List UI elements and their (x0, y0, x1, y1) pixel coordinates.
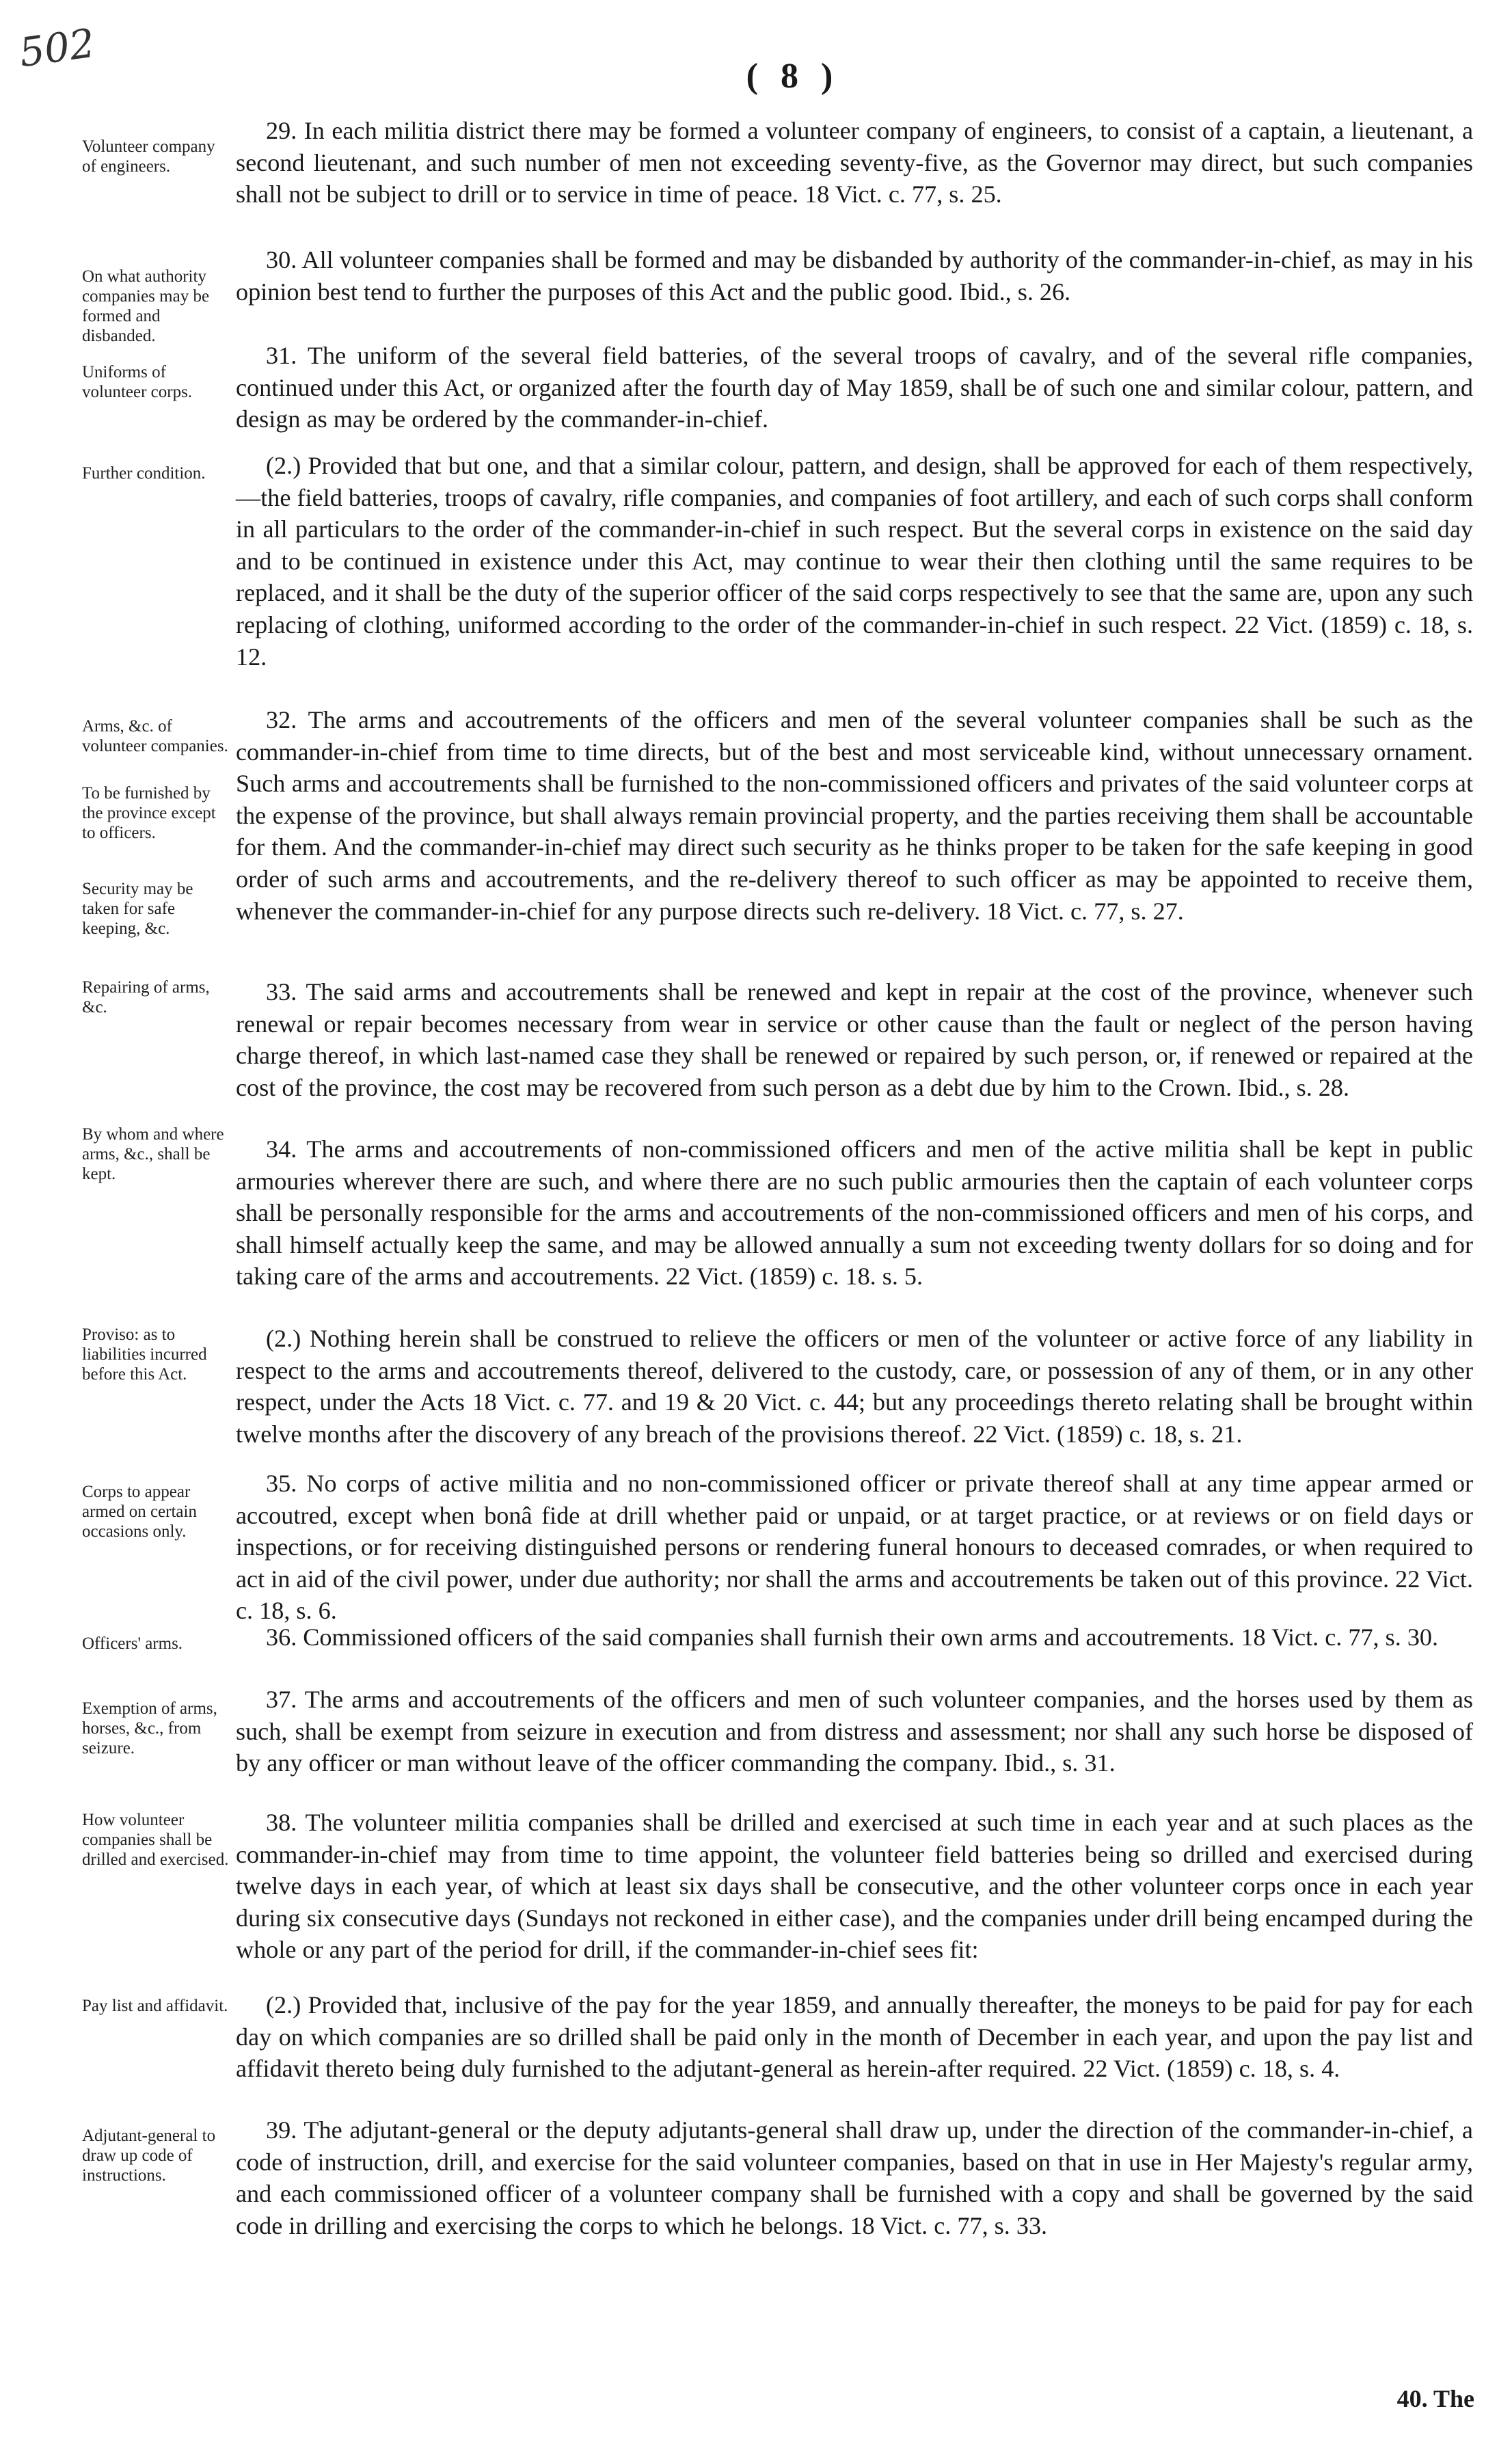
section-36: 36. Commissioned officers of the said companies shall furnish their own arms and accoutrements. 18 Vict. c. 77, s. 30. (266, 1623, 1439, 1651)
section-37: 37. The arms and accoutrements of the officers and men of such volunteer companies, and the horses used by them as such, shall be exempt from seizure in execution and from distress and assessment; nor shall any such horse be disposed of by any officer or man without leave of the officer commanding the company. Ibid., s. 31. (236, 1686, 1473, 1777)
margin-note: Security may be taken for safe keeping, &c. (82, 880, 193, 938)
margin-note: Proviso: as to liabilities incurred before this Act. (82, 1325, 207, 1384)
margin-note: Adjutant-general to draw up code of instructions. (82, 2127, 216, 2185)
section-39: 39. The adjutant-general or the deputy adjutants-general shall draw up, under the direction of the commander-in-chief, a code of instruction, drill, and exercise for the said volunteer companies, based on that in use in Her Majesty's regular army, and each commissioned officer of a volunteer company shall be furnished with a copy and shall be governed by the said code in drilling and exercising the corps to which he belongs. 18 Vict. c. 77, s. 33. (236, 2116, 1473, 2239)
margin-note: Further condition. (82, 464, 206, 483)
margin-note: Exemption of arms, horses, &c., from seizure. (82, 1699, 217, 1757)
section-29: 29. In each militia district there may be formed a volunteer company of engineers, to consist of a captain, a lieutenant, a second lieutenant, and such number of men not exceeding seventy-five, as the Governor may direct, but such companies shall not be subject to drill or to service in time of peace. 18 Vict. c. 77, s. 25. (236, 117, 1473, 208)
margin-note: Uniforms of volunteer corps. (82, 363, 193, 401)
margin-note: How volunteer companies shall be drilled and exercised. (82, 1811, 229, 1869)
margin-note: Arms, &c. of volunteer companies. (82, 717, 228, 755)
section-34: 34. The arms and accoutrements of non-commissioned officers and men of the active militia shall be kept in public armouries wherever there are such, and where there are no such public armouries then the captain of each volunteer corps shall be personally responsible for the arms and accoutrements of the non-commissioned officers and men of his corps, and shall himself actually keep the same, and may be allowed annually a sum not exceeding twenty dollars for so doing and for taking care of the arms and accoutrements. 22 Vict. (1859) c. 18. s. 5. (236, 1135, 1473, 1291)
handwritten-page-note: 502 (16, 19, 98, 77)
margin-note: Pay list and affidavit. (82, 1997, 228, 2015)
catchword: 40. The (1396, 2385, 1474, 2412)
margin-note: Officers' arms. (82, 1634, 183, 1653)
section-38-proviso: (2.) Provided that, inclusive of the pay for the year 1859, and annually thereafter, the moneys to be paid for pay for each day on which companies are so drilled shall be paid only in the month of December in each year, and upon the pay list and affidavit thereto being duly furnished to the adjutant-general as herein-after required. 22 Vict. (1859) c. 18, s. 4. (236, 1991, 1473, 2083)
section-31-proviso: (2.) Provided that but one, and that a similar colour, pattern, and design, shall be approved for each of them respectively,—the field batteries, troops of cavalry, rifle companies, and companies of foot artillery, and each of such corps shall conform in all particulars to the order of the commander-in-chief in such respect. But the several corps in existence on the said day and to be continued in existence under this Act, may continue to wear their then clothing until the same requires to be replaced, and it shall be the duty of the superior officer of the said corps respectively to see that the same are, upon any such replacing of clothing, uniformed according to the order of the commander-in-chief in such respect. 22 Vict. (1859) c. 18, s. 12. (236, 452, 1473, 671)
section-31: 31. The uniform of the several field batteries, of the several troops of cavalry, and of the several rifle companies, continued under this Act, or organized after the fourth day of May 1859, shall be of such one and similar colour, pattern, and design as may be ordered by the commander-in-chief. (236, 342, 1473, 433)
margin-note: By whom and where arms, &c., shall be kept. (82, 1125, 224, 1183)
margin-note: On what authority companies may be formed and disbanded. (82, 267, 210, 345)
margin-note: Volunteer company of engineers. (82, 137, 215, 176)
section-38: 38. The volunteer militia companies shall be drilled and exercised at such time in each year and at such places as the commander-in-chief may from time to time appoint, the volunteer field batteries being so drilled and exercised during twelve days in each year, of which at least six days shall be consecutive, and the other volunteer corps once in each year during six consecutive days (Sundays not reckoned in either case), and the companies under drill being encamped during the whole or any part of the period for drill, if the commander-in-chief sees fit: (236, 1809, 1473, 1964)
section-35: 35. No corps of active militia and no non-commissioned officer or private thereof shall at any time appear armed or accoutred, except when bonâ fide at drill whether paid or unpaid, or at target practice, or at reviews or on field days or inspections, or for receiving distinguished persons or rendering funeral honours to deceased comrades, or when required to act in aid of the civil power, under due authority; nor shall the arms and accoutrements be taken out of this province. 22 Vict. c. 18, s. 6. (236, 1470, 1473, 1625)
margin-note: Corps to appear armed on certain occasions only. (82, 1483, 197, 1541)
page-number: ( 8 ) (746, 57, 840, 96)
section-33: 33. The said arms and accoutrements shall be renewed and kept in repair at the cost of the province, whenever such renewal or repair becomes necessary from wear in service or other cause than the fault or neglect of the person having charge thereof, in which last-named case they shall be renewed or repaired by such person, or, if renewed or repaired at the cost of the province, the cost may be recovered from such person as a debt due by him to the Crown. Ibid., s. 28. (236, 978, 1473, 1101)
section-32: 32. The arms and accoutrements of the officers and men of the several volunteer companies shall be such as the commander-in-chief from time to time directs, but of the best and most serviceable kind, without unnecessary ornament. Such arms and accoutrements shall be furnished to the non-commissioned officers and privates of the said volunteer corps at the expense of the province, but shall always remain provincial property, and the parties receiving them shall be accountable for them. And the commander-in-chief may direct such security as he thinks proper to be taken for the safe keeping in good order of such arms and accoutrements, and the re-delivery thereof to such officer as may be appointed to receive them, whenever the commander-in-chief for any purpose directs such re-delivery. 18 Vict. c. 77, s. 27. (236, 706, 1473, 925)
section-30: 30. All volunteer companies shall be formed and may be disbanded by authority of the commander-in-chief, as may in his opinion best tend to further the purposes of this Act and the public good. Ibid., s. 26. (236, 246, 1473, 306)
margin-note: Repairing of arms, &c. (82, 978, 210, 1016)
margin-note: To be furnished by the province except to officers. (82, 784, 216, 842)
section-34-proviso: (2.) Nothing herein shall be construed to relieve the officers or men of the volunteer or active force of any liability in respect to the arms and accoutrements thereof, delivered to the custody, care, or possession of any of them, or in any other respect, under the Acts 18 Vict. c. 77. and 19 & 20 Vict. c. 44; but any proceedings thereto relating shall be brought within twelve months after the discovery of any breach of the provisions thereof. 22 Vict. (1859) c. 18, s. 21. (236, 1325, 1473, 1448)
